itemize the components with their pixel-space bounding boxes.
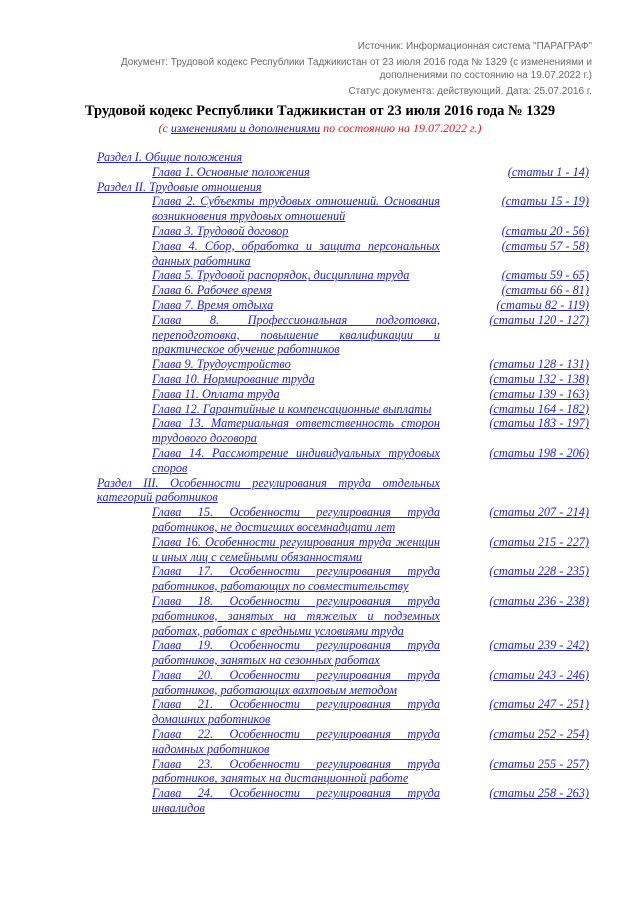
toc-chapter-row (97, 165, 589, 180)
document-title: Трудовой кодекс Республики Таджикистан от 23 июля 2016 года № 1329 (84, 103, 556, 119)
articles-link[interactable]: (статьи 120 - 127) (489, 312, 589, 327)
toc-chapter-row (97, 372, 589, 387)
section-link[interactable]: Раздел I. Общие положения (97, 150, 243, 164)
toc-chapter-row (97, 387, 589, 402)
toc-chapter-row (97, 357, 589, 372)
chapter-link[interactable]: Глава 13. Материальная ответственность сторон трудового договора (152, 416, 440, 446)
toc-chapter-row (97, 594, 589, 638)
toc-chapter-row (97, 283, 589, 298)
toc-chapter-row (97, 416, 589, 446)
articles-link[interactable]: (статьи 258 - 263) (489, 786, 589, 801)
chapter-link[interactable]: Глава 8. Профессиональная подготовка, переподготовка, повышение квалификации и практическое обучение работников (152, 312, 440, 357)
chapter-link[interactable]: Глава 15. Особенности регулирования труда работников, не достигших восемнадцати лет (152, 505, 440, 534)
toc-chapter-row (97, 194, 589, 224)
subtitle-open: (с (158, 121, 171, 135)
articles-link[interactable]: (статьи 132 - 138) (489, 371, 589, 386)
articles-link[interactable]: (статьи 207 - 214) (489, 505, 589, 520)
articles-link[interactable]: (статьи 239 - 242) (489, 638, 589, 653)
articles-link[interactable]: (статьи 66 - 81) (501, 283, 589, 298)
chapter-link[interactable]: Глава 16. Особенности регулирования труда женщин и иных лиц с семейными обязанностями (152, 534, 440, 564)
toc-chapter-row (97, 505, 589, 535)
status-line: Статус документа: действующий. Дата: 25.07.2016 г. (348, 86, 592, 97)
articles-link[interactable]: (статьи 139 - 163) (489, 386, 589, 401)
toc-chapter-row (97, 638, 589, 668)
toc-chapter-row (97, 313, 589, 357)
section-link[interactable]: Раздел III. Особенности регулирования труда отдельных категорий работников (97, 475, 440, 505)
toc-chapter-row (97, 298, 589, 313)
toc-chapter-row (97, 224, 589, 239)
chapter-link[interactable]: Глава 21. Особенности регулирования труда домашних работников (152, 697, 440, 727)
document-line: Документ: Трудовой кодекс Республики Таджикистан от 23 июля 2016 года № 1329 (с изменениями и дополнениями по состоянию на 19.07.2022 г.) (120, 57, 592, 81)
articles-link[interactable]: (статьи 252 - 254) (489, 727, 589, 742)
articles-link[interactable]: (статьи 128 - 131) (489, 357, 589, 372)
articles-link[interactable]: (статьи 164 - 182) (489, 401, 589, 416)
chapter-link[interactable]: Глава 3. Трудовой договор (152, 223, 289, 238)
table-of-contents (97, 150, 589, 816)
articles-link[interactable]: (статьи 255 - 257) (489, 756, 589, 771)
toc-chapter-row (97, 757, 589, 787)
chapter-link[interactable]: Глава 5. Трудовой распорядок, дисциплина труда (152, 268, 410, 283)
toc-chapter-row (97, 564, 589, 594)
articles-link[interactable]: (статьи 183 - 197) (489, 416, 589, 431)
toc-chapter-row (97, 535, 589, 565)
chapter-link[interactable]: Глава 12. Гарантийные и компенсационные выплаты (152, 401, 432, 416)
chapter-link[interactable]: Глава 20. Особенности регулирования труда работников, работающих вахтовым методом (152, 667, 440, 697)
toc-chapter-row (97, 402, 589, 417)
articles-link[interactable]: (статьи 15 - 19) (501, 194, 589, 209)
chapter-link[interactable]: Глава 10. Нормирование труда (152, 371, 315, 386)
articles-link[interactable]: (статьи 243 - 246) (489, 667, 589, 682)
amendments-link[interactable]: изменениями и дополнениями (170, 121, 321, 135)
chapter-link[interactable]: Глава 19. Особенности регулирования труда работников, занятых на сезонных работах (152, 638, 440, 668)
articles-link (440, 476, 589, 506)
chapter-link[interactable]: Глава 7. Время отдыха (152, 297, 274, 312)
chapter-link[interactable]: Глава 22. Особенности регулирования труда надомных работников (152, 727, 440, 756)
articles-link[interactable]: (статьи 247 - 251) (489, 697, 589, 712)
articles-link (440, 180, 589, 195)
chapter-link[interactable]: Глава 23. Особенности регулирования труда работников, занятых на дистанционной работе (152, 756, 440, 786)
chapter-link[interactable]: Глава 17. Особенности регулирования труда работников, работающих по совместительству (152, 564, 440, 594)
toc-chapter-row (97, 239, 589, 269)
section-link[interactable]: Раздел II. Трудовые отношения (97, 179, 262, 194)
articles-link (440, 150, 589, 165)
toc-chapter-row (97, 697, 589, 727)
articles-link[interactable]: (статьи 236 - 238) (489, 593, 589, 608)
chapter-link[interactable]: Глава 24. Особенности регулирования труда инвалидов (152, 786, 440, 816)
toc-section-row (97, 476, 589, 506)
chapter-link[interactable]: Глава 9. Трудоустройство (152, 357, 291, 372)
subtitle-rest: по состоянию на 19.07.2022 г.) (320, 121, 482, 135)
toc-chapter-row (97, 268, 589, 283)
articles-link[interactable]: (статьи 215 - 227) (489, 534, 589, 549)
articles-link[interactable]: (статьи 1 - 14) (507, 164, 589, 179)
toc-chapter-row (97, 727, 589, 757)
articles-link[interactable]: (статьи 198 - 206) (489, 445, 589, 460)
chapter-link[interactable]: Глава 6. Рабочее время (152, 283, 272, 298)
chapter-link[interactable]: Глава 11. Оплата труда (152, 386, 280, 401)
toc-chapter-row (97, 668, 589, 698)
chapter-link[interactable]: Глава 14. Рассмотрение индивидуальных трудовых споров (152, 445, 440, 475)
source-line: Источник: Информационная система "ПАРАГРАФ" (357, 41, 592, 52)
articles-link[interactable]: (статьи 228 - 235) (489, 564, 589, 579)
chapter-link[interactable]: Глава 2. Субъекты трудовых отношений. Основания возникновения трудовых отношений (152, 194, 440, 224)
articles-link[interactable]: (статьи 82 - 119) (496, 297, 589, 312)
toc-section-row (97, 150, 589, 165)
document-subtitle (0, 121, 640, 136)
toc-section-row (97, 180, 589, 195)
chapter-link[interactable]: Глава 1. Основные положения (152, 164, 310, 179)
chapter-link[interactable]: Глава 18. Особенности регулирования труда работников, занятых на тяжелых и подземных работах, работах с вредными условиями труда (152, 593, 440, 638)
chapter-link[interactable]: Глава 4. Сбор, обработка и защита персональных данных работника (152, 238, 440, 268)
toc-chapter-row (97, 446, 589, 476)
articles-link[interactable]: (статьи 59 - 65) (501, 268, 589, 283)
toc-chapter-row (97, 786, 589, 816)
articles-link[interactable]: (статьи 57 - 58) (501, 238, 589, 253)
articles-link[interactable]: (статьи 20 - 56) (501, 223, 589, 238)
